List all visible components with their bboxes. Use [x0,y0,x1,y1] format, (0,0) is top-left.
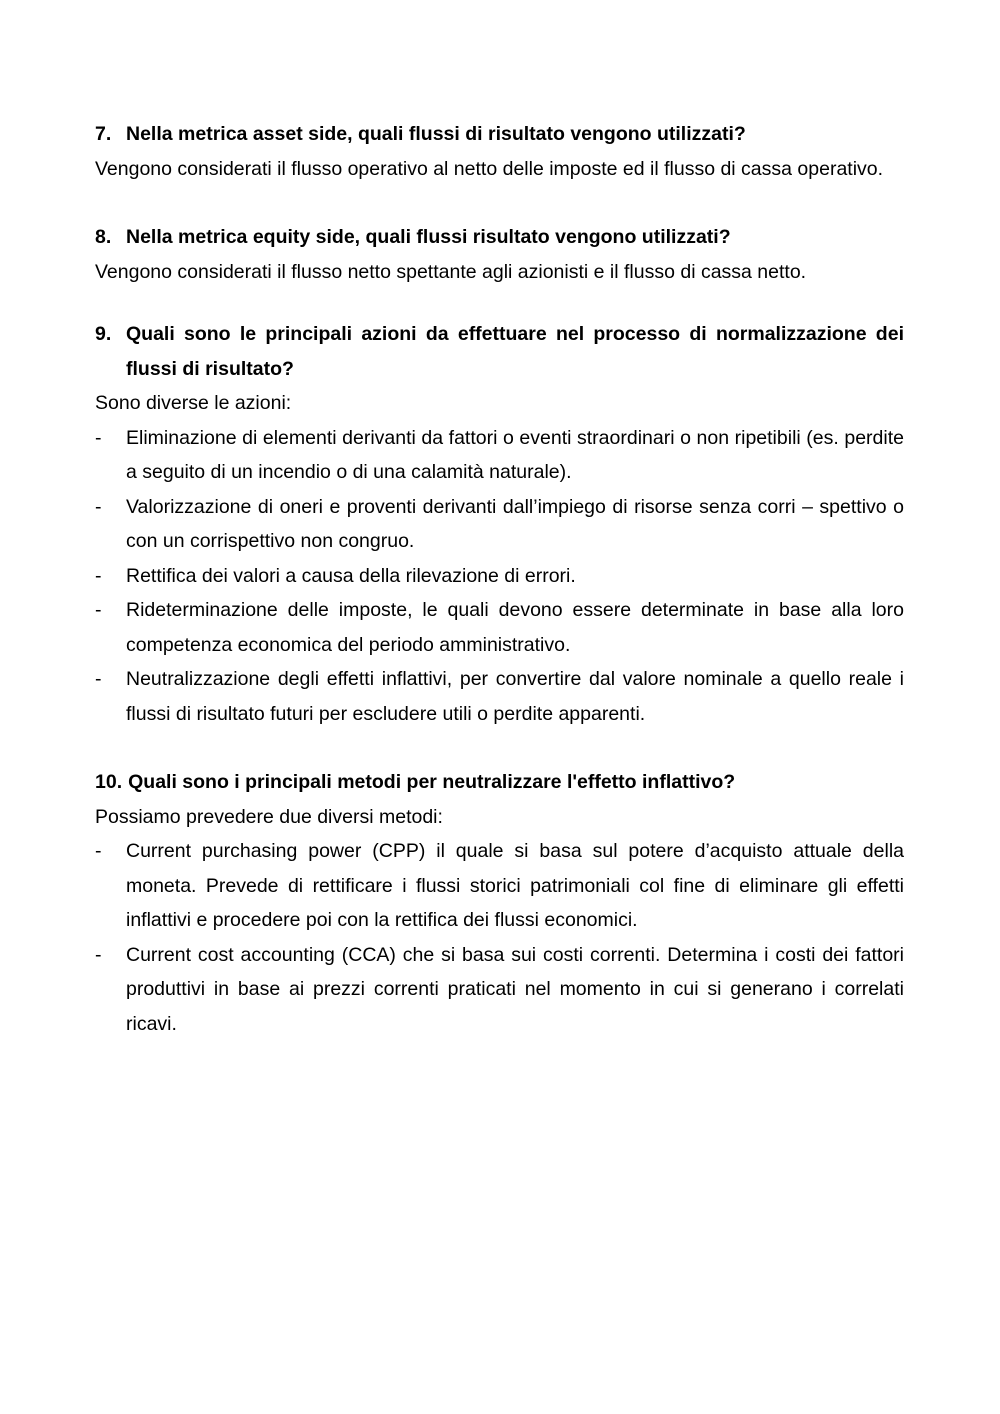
question-text: Nella metrica asset side, quali flussi di risultato vengono utilizzati? [126,123,746,145]
bullet-list-9 [95,421,904,732]
answer-7: Vengono considerati il flusso operativo al netto delle imposte ed il flusso di cassa operativo. [95,157,884,180]
list-item-text: Neutralizzazione degli effetti inflattivi, per convertire dal valore nominale a quello reale i flussi di risultato futuri per escludere utili o perdite apparenti. [126,668,904,725]
answer-10-intro: Possiamo prevedere due diversi metodi: [95,805,443,828]
bullet-marker: - [95,668,102,690]
list-item-text: Valorizzazione di oneri e proventi derivanti dall’impiego di risorse senza corri – spettivo o con un corrispettivo non congruo. [126,495,904,552]
spacer [95,289,904,317]
list-item [95,662,904,731]
list-item-text: Rideterminazione delle imposte, le quali devono essere determinate in base alla loro competenza economica del periodo amministrativo. [126,599,904,656]
list-item [95,593,904,662]
question-number: 10. [95,771,123,793]
answer-8: Vengono considerati il flusso netto spettante agli azionisti e il flusso di cassa netto. [95,260,807,283]
bullet-marker: - [95,840,102,862]
spacer [95,731,904,765]
list-item [95,559,904,594]
question-text: Quali sono le principali azioni da effettuare nel processo di normalizzazione dei flussi di risultato? [126,323,904,380]
bullet-marker: - [95,564,102,587]
list-item [95,490,904,559]
question-7 [95,117,904,152]
bullet-marker: - [95,599,102,621]
question-10 [95,765,904,800]
list-item-text: Eliminazione di elementi derivanti da fattori o eventi straordinari o non ripetibili (es. perdite a seguito di un incendio o di una calamità naturale). [126,426,904,483]
list-item-text: Current cost accounting (CCA) che si basa sui costi correnti. Determina i costi dei fattori produttivi in base ai prezzi correnti praticati nel momento in cui si generano i correlati ricavi. [126,943,904,1035]
document-page [95,117,904,1041]
spacer [95,186,904,220]
question-number: 8. [95,226,112,248]
list-item-text: Rettifica dei valori a causa della rilevazione di errori. [126,564,576,587]
bullet-marker: - [95,426,102,449]
question-text: Quali sono i principali metodi per neutralizzare l'effetto inflattivo? [128,771,736,793]
question-8 [95,220,904,255]
list-item [95,938,904,1042]
bullet-list-10 [95,834,904,1041]
list-item-text: Current purchasing power (CPP) il quale si basa sul potere d’acquisto attuale della moneta. Prevede di rettificare i flussi storici patrimoniali col fine di eliminare gli effetti inflattivi e procedere poi con la rettifica dei flussi economici. [126,840,904,931]
list-item [95,421,904,490]
bullet-marker: - [95,943,102,966]
answer-9-intro: Sono diverse le azioni: [95,392,292,414]
bullet-marker: - [95,495,102,518]
question-number: 7. [95,123,112,145]
list-item [95,834,904,938]
question-number: 9. [95,323,112,345]
question-9 [95,317,904,386]
question-text: Nella metrica equity side, quali flussi risultato vengono utilizzati? [126,226,731,248]
